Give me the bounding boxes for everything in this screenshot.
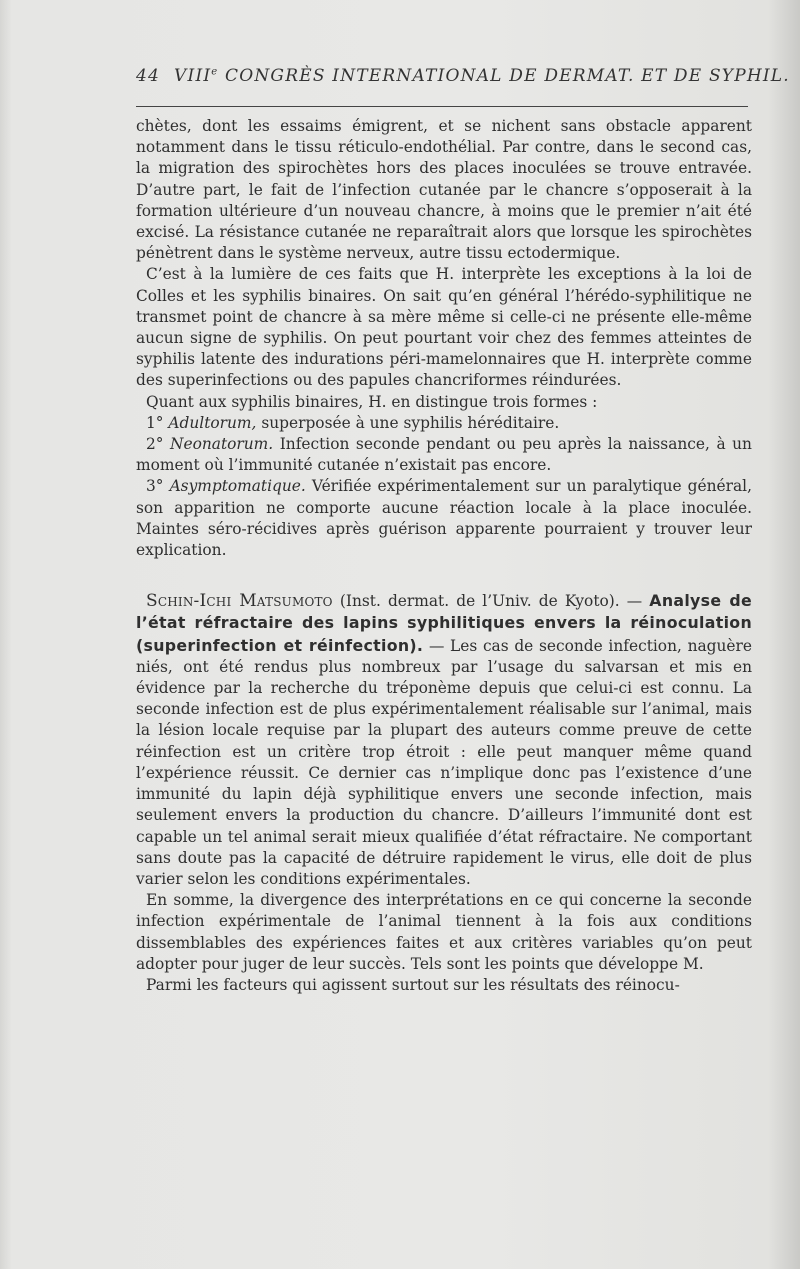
list-item [136, 434, 752, 476]
header-title: CONGRÈS INTERNATIONAL DE DERMAT. ET DE SYPHIL. [225, 66, 790, 86]
body-text [136, 116, 752, 996]
ordinal-superscript: e [211, 66, 219, 78]
author-affiliation: (Inst. dermat. de l’Univ. de Kyoto). — [339, 592, 643, 611]
list-item [136, 476, 752, 561]
paragraph: C’est à la lumière de ces faits que H. interprète les exceptions à la loi de Colles et les syphilis binaires. On sait qu’en général l’hérédo-syphilitique ne transmet point de chancre à sa mère même si celle-ci ne présente elle-même aucun signe de syphilis. On peut pourtant voir chez des femmes atteintes de syphilis latente des indurations péri-mamelonnaires que H. interprète comme des superinfections ou des papules chancriformes réindurées. [136, 265, 752, 390]
list-text: superposée à une syphilis héréditaire. [261, 413, 560, 432]
congress-roman: VIII [174, 66, 212, 86]
list-term: Asymptomatique. [169, 477, 306, 496]
paragraph: chètes, dont les essaims émigrent, et se nichent sans obstacle apparent notamment dans le tissu réticulo-endothélial. Par contre, dans le second cas, la migration des spirochètes hors des places inoculées se trouve entravée. D’autre part, le fait de l’infection cutanée par le chancre s’opposerait à la formation ultérieure d’un nouveau chancre, à moins que le premier n’ait été excisé. La résistance cutanée ne reparaîtrait alors que lorsque les spirochètes pénètrent dans le système nerveux, autre tissu ectodermique. [136, 117, 752, 263]
list-number: 3° [146, 477, 164, 496]
abstract-paragraph [136, 590, 752, 890]
list-term: Adultorum, [168, 413, 257, 432]
list-term: Neonatorum. [170, 435, 274, 454]
list-text: Infection seconde pendant ou peu après la naissance, à un moment où l’immunité cutanée n’existait pas encore. [136, 435, 752, 475]
abstract-text: — Les cas de seconde infection, naguère niés, ont été rendus plus nombreux par l’usage du salvarsan et mis en évidence par la recherche du tréponème depuis que celui-ci est connu. La seconde infection est de plus expérimentalement réalisable sur l’animal, mais la lésion locale requise par la plupart des auteurs comme preuve de cette réinfection est un critère trop étroit : elle peut manquer même quand l’expérience réussit. Ce dernier cas n’implique donc pas l’existence d’une immunité du lapin déjà syphilitique envers une seconde infection, mais seulement envers la production du chancre. D’ailleurs l’immunité dont est capable un tel animal serait mieux qualifiée d’état réfractaire. Ne comportant sans doute pas la capacité de détruire rapidement le virus, elle doit de plus varier selon les conditions expérimentales. [136, 636, 752, 888]
running-header [136, 66, 790, 86]
abstract-title: Analyse de l’état réfractaire des lapins syphilitiques envers la réinoculation (superinfection et réinfection). [136, 591, 752, 655]
list-text: Vérifiée expérimentalement sur un paralytique général, son apparition ne comporte aucune réaction locale à la place inoculée. Maintes séro-récidives après guérison apparente pourraient y trouver leur explication. [136, 477, 752, 560]
paragraph: Quant aux syphilis binaires, H. en distingue trois formes : [146, 392, 598, 411]
author-name: Schin-Ichi Matsumoto [146, 591, 333, 612]
list-item [136, 413, 752, 434]
paragraph: En somme, la divergence des interprétations en ce qui concerne la seconde infection expérimentale de l’animal tiennent à la fois aux conditions dissemblables des expériences faites et aux critères variables qu’on peut adopter pour juger de leur succès. Tels sont les points que développe M. [136, 891, 752, 973]
section-gap [136, 561, 752, 590]
header-rule [136, 106, 748, 107]
list-number: 1° [146, 413, 164, 432]
paragraph: Parmi les facteurs qui agissent surtout sur les résultats des réinocu- [146, 975, 680, 994]
list-number: 2° [146, 435, 164, 454]
page-number: 44 [136, 66, 161, 86]
